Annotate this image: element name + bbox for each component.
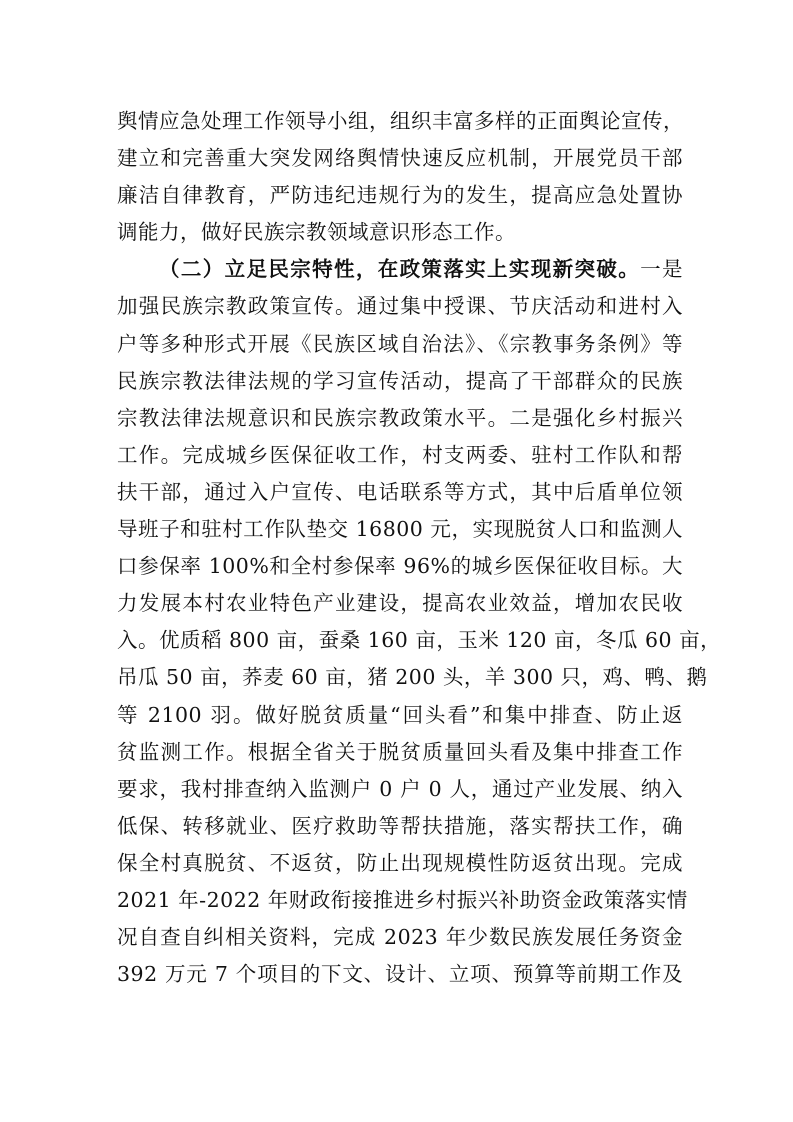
text-line: 等 2100 羽。做好脱贫质量“回头看”和集中排查、防止返 [117,702,683,727]
text-line: 要求，我村排查纳入监测户 0 户 0 人，通过产业发展、纳入 [117,776,683,801]
text-line: 况自查自纠相关资料，完成 2023 年少数民族发展任务资金 [117,925,683,950]
text-line: 吊瓜 50 亩，荞麦 60 亩，猪 200 头，羊 300 只，鸡、鸭、鹅 [117,665,708,690]
text-line: 加强民族宗教政策宣传。通过集中授课、节庆活动和进村入 [117,294,683,319]
text-line: 建立和完善重大突发网络舆情快速反应机制，开展党员干部 [117,146,683,171]
text-line: 廉洁自律教育，严防违纪违规行为的发生，提高应急处置协 [117,183,683,208]
text-line: 民族宗教法律法规的学习宣传活动，提高了干部群众的民族 [117,368,683,393]
text-line: 低保、转移就业、医疗救助等帮扶措施，落实帮扶工作，确 [117,813,683,838]
text-line: 宗教法律法规意识和民族宗教政策水平。二是强化乡村振兴 [117,405,683,430]
text-line: 户等多种形式开展《民族区域自治法》、《宗教事务条例》等 [117,331,683,356]
text-line: 导班子和驻村工作队垫交 16800 元，实现脱贫人口和监测人 [117,517,683,542]
section-heading-line [117,251,683,288]
text-line: 保全村真脱贫、不返贫，防止出现规模性防返贫出现。完成 [117,850,683,875]
text-line: 入。优质稻 800 亩，蚕桑 160 亩，玉米 120 亩，冬瓜 60 亩， [117,628,722,653]
section-heading: （二）立足民宗特性，在政策落实上实现新突破。 [159,257,641,282]
text-line: 2021 年-2022 年财政衔接推进乡村振兴补助资金政策落实情 [117,887,688,912]
paragraph-1 [117,103,683,251]
text-line: 口参保率 100%和全村参保率 96%的城乡医保征收目标。大 [117,554,683,579]
text-line: 力发展本村农业特色产业建设，提高农业效益，增加农民收 [117,591,683,616]
paragraph-2 [117,251,722,993]
text-span: 一是 [640,257,684,282]
text-line: 工作。完成城乡医保征收工作，村支两委、驻村工作队和帮 [117,442,683,467]
text-line: 舆情应急处理工作领导小组，组织丰富多样的正面舆论宣传， [117,109,684,133]
text-line: 调能力，做好民族宗教领域意识形态工作。 [117,220,516,245]
text-line: 392 万元 7 个项目的下文、设计、立项、预算等前期工作及 [117,962,683,987]
text-line: 贫监测工作。根据全省关于脱贫质量回头看及集中排查工作 [117,739,683,764]
text-line: 扶干部，通过入户宣传、电话联系等方式，其中后盾单位领 [117,479,683,504]
document-page [117,103,722,993]
